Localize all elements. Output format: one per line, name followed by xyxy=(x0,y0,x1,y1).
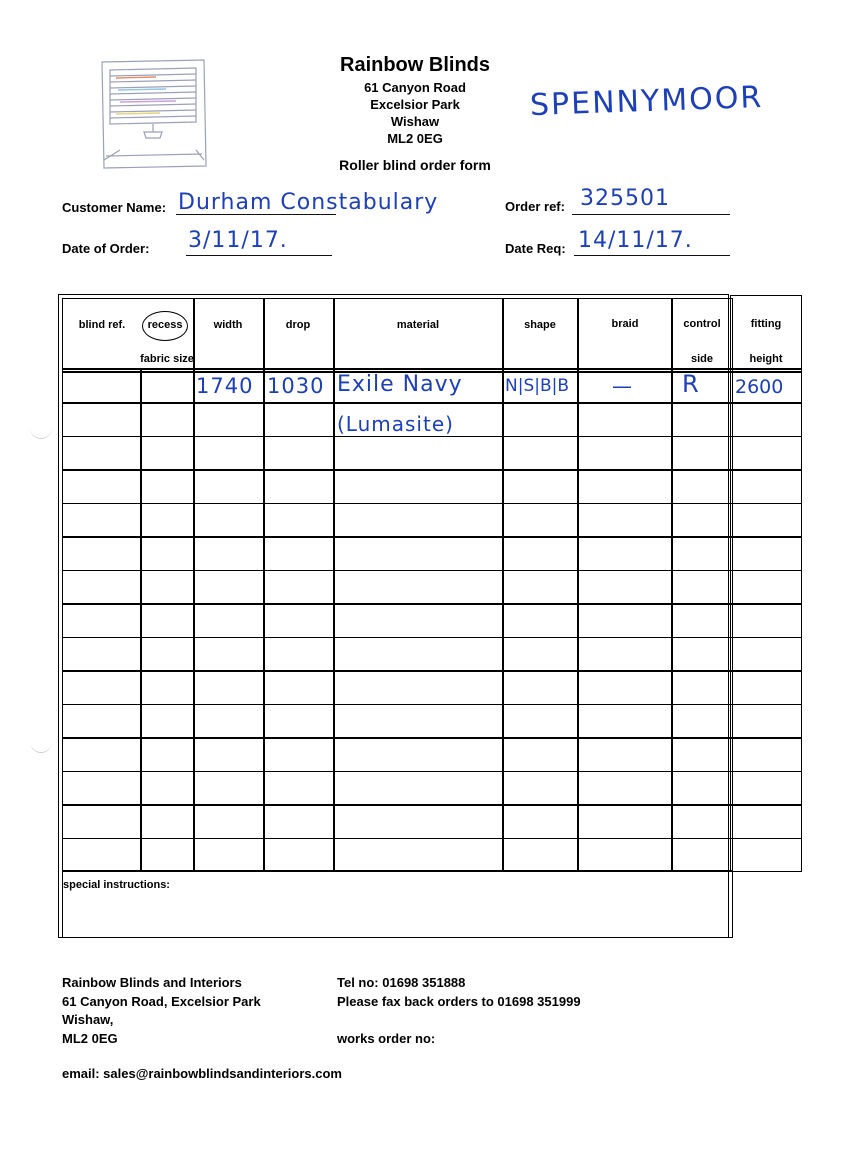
order-ref-field[interactable]: 325501 xyxy=(580,186,670,211)
address-line-1: 61 Canyon Road xyxy=(364,80,466,95)
punch-hole-mark-top xyxy=(30,426,52,439)
column-divider-material xyxy=(333,298,335,871)
header-side: side xyxy=(690,353,713,365)
table-row-line xyxy=(62,402,802,404)
header-material: material xyxy=(396,319,440,331)
header-width: width xyxy=(213,319,243,331)
date-of-order-label: Date of Order: xyxy=(62,241,150,256)
address-line-4: ML2 0EG xyxy=(387,131,443,146)
column-divider-recess xyxy=(140,370,142,871)
date-of-order-line xyxy=(186,255,332,256)
header-recess: recess xyxy=(147,319,183,331)
footer-fax: Please fax back orders to 01698 351999 xyxy=(337,994,581,1009)
form-title: Roller blind order form xyxy=(339,157,491,173)
table-row-line xyxy=(62,637,802,639)
header-shape: shape xyxy=(524,319,556,331)
table-row-line xyxy=(62,737,802,739)
header-fitting: fitting xyxy=(750,318,782,330)
date-req-field[interactable]: 14/11/17. xyxy=(578,228,693,253)
table-row-line xyxy=(62,771,802,773)
header-blind-ref: blind ref. xyxy=(78,319,126,331)
address-line-3: Wishaw xyxy=(390,114,440,129)
header-drop: drop xyxy=(285,319,311,331)
punch-hole-mark-bottom xyxy=(30,740,52,753)
footer-company: Rainbow Blinds and Interiors xyxy=(62,975,242,990)
row1-braid[interactable]: — xyxy=(612,374,633,398)
header-control: control xyxy=(683,318,721,330)
handwritten-location: SPENNYMOOR xyxy=(529,79,764,124)
table-row-line xyxy=(62,704,802,706)
date-req-line xyxy=(574,255,730,256)
table-row-line xyxy=(62,536,802,538)
order-ref-label: Order ref: xyxy=(505,199,565,214)
table-row-line xyxy=(62,469,802,471)
table-row-line xyxy=(62,838,802,840)
row1-control-side[interactable]: R xyxy=(682,370,700,398)
table-row-line xyxy=(62,804,802,806)
table-row-line xyxy=(62,570,802,572)
header-braid: braid xyxy=(611,318,639,330)
header-height: height xyxy=(749,353,783,365)
customer-name-field[interactable]: Durham Constabulary xyxy=(178,190,439,215)
column-divider-control xyxy=(671,298,673,871)
order-ref-line xyxy=(572,214,730,215)
footer-tel: Tel no: 01698 351888 xyxy=(337,975,466,990)
column-divider-width xyxy=(193,298,195,871)
table-row-line xyxy=(62,603,802,605)
footer-email: email: sales@rainbowblindsandinteriors.com xyxy=(62,1066,342,1081)
header-fabric-size: fabric size xyxy=(140,353,194,365)
address-line-2: Excelsior Park xyxy=(370,97,460,112)
row1-material[interactable]: Exile Navy xyxy=(337,372,463,397)
row1-shape[interactable]: N|S|B|B xyxy=(505,376,570,396)
row1-fitting-height[interactable]: 2600 xyxy=(735,376,784,398)
footer-address-1: 61 Canyon Road, Excelsior Park xyxy=(62,994,261,1009)
blind-sketch-logo xyxy=(96,56,212,170)
row1-drop[interactable]: 1030 xyxy=(267,374,325,398)
column-divider-shape xyxy=(502,298,504,871)
row1-width[interactable]: 1740 xyxy=(196,374,254,398)
customer-name-label: Customer Name: xyxy=(62,200,167,215)
table-row-line xyxy=(62,670,802,672)
footer-address-3: ML2 0EG xyxy=(62,1031,118,1046)
table-row-line xyxy=(62,503,802,505)
footer-address-2: Wishaw, xyxy=(62,1012,114,1027)
company-name: Rainbow Blinds xyxy=(340,54,490,76)
row2-material[interactable]: (Lumasite) xyxy=(337,412,454,436)
column-divider-drop xyxy=(263,298,265,871)
date-req-label: Date Req: xyxy=(505,241,566,256)
column-divider-braid xyxy=(577,298,579,871)
special-instructions-label: special instructions: xyxy=(63,879,170,891)
footer-works-order: works order no: xyxy=(337,1031,436,1046)
date-of-order-field[interactable]: 3/11/17. xyxy=(188,228,288,253)
